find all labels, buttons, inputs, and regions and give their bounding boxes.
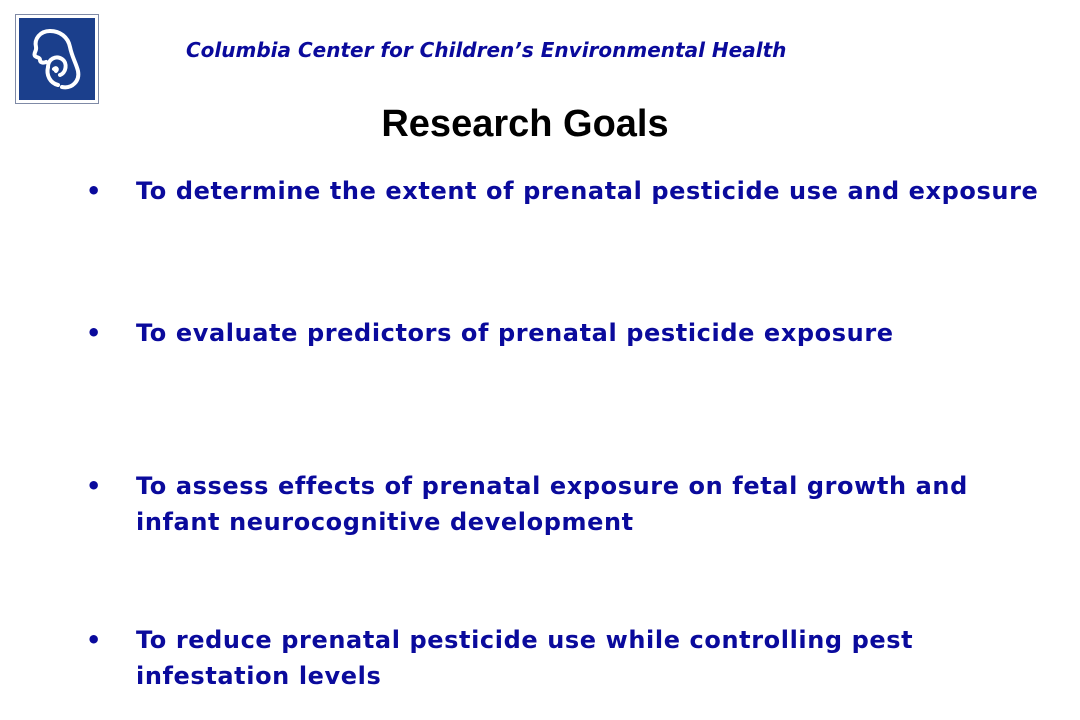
logo-badge [19,18,95,100]
bullet-icon: • [86,472,102,500]
goal-text: To assess effects of prenatal exposure on fetal growth and infant neurocognitive development [136,472,968,536]
mother-and-child-icon [24,23,90,95]
bullet-icon: • [86,177,102,205]
bullet-icon: • [86,626,102,654]
goal-item [86,173,1046,209]
goal-text: To determine the extent of prenatal pesticide use and exposure [136,177,1039,205]
logo [15,14,99,104]
goal-item [86,468,1046,540]
goal-item [86,622,1046,694]
goal-text: To evaluate predictors of prenatal pesticide exposure [136,319,894,347]
slide-title: Research Goals [381,103,669,145]
goal-item [86,315,1046,351]
goal-text: To reduce prenatal pesticide use while controlling pest infestation levels [136,626,914,690]
bullet-icon: • [86,319,102,347]
organization-name: Columbia Center for Children’s Environmental Health [186,38,787,62]
